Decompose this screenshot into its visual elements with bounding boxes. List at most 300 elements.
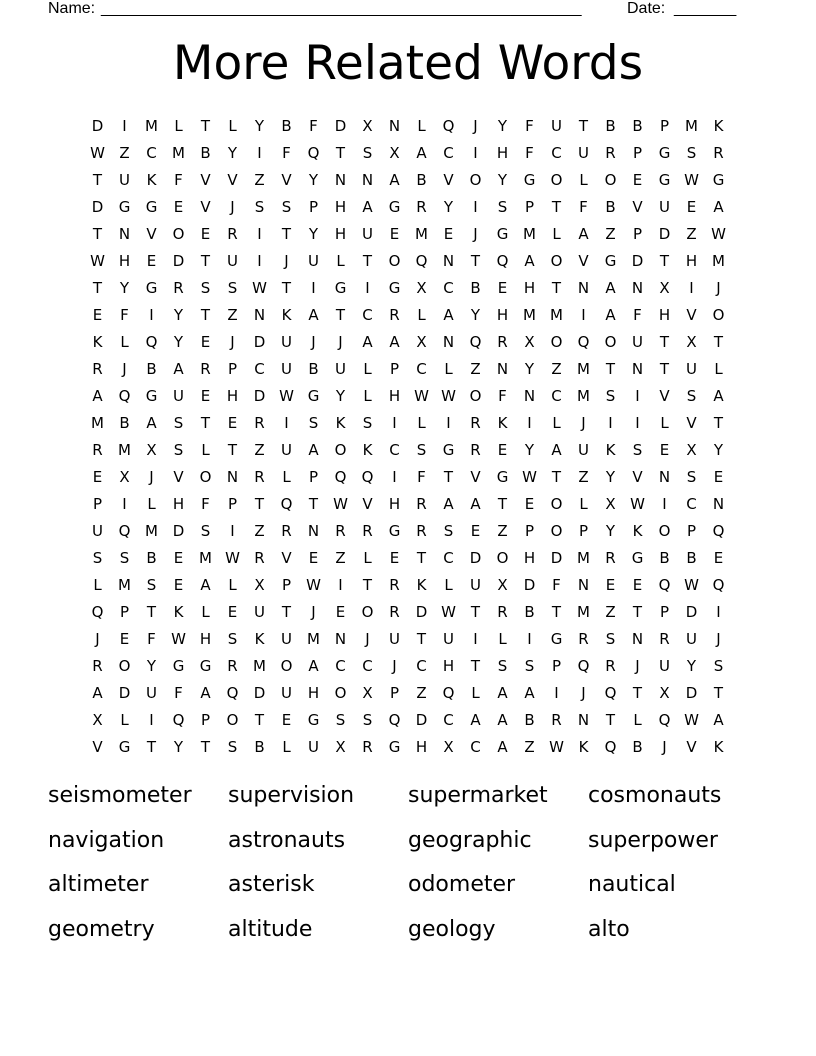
grid-letter: J [392,657,397,675]
grid-letter: D [172,252,185,270]
grid-letter: J [230,198,235,216]
grid-letter: L [93,576,102,594]
grid-letter: T [632,684,643,702]
grid-letter: R [551,711,562,729]
grid-letter: I [554,684,559,702]
grid-letter: J [581,684,586,702]
grid-letter: G [658,144,671,162]
grid-letter: M [307,630,320,648]
grid-letter: C [443,144,454,162]
grid-letter: Y [173,333,184,351]
grid-letter: A [362,333,373,351]
grid-letter: T [92,279,103,297]
grid-letter: E [92,306,103,324]
grid-letter: Z [335,549,346,567]
grid-letter: C [686,495,697,513]
grid-letter: L [363,387,372,405]
grid-letter: P [200,711,211,729]
grid-letter: N [118,225,131,243]
grid-row [84,464,732,491]
grid-letter: T [443,468,454,486]
grid-letter: Q [442,684,455,702]
grid-letter: K [281,306,292,324]
grid-letter: S [416,441,427,459]
grid-letter: X [119,468,130,486]
grid-letter: O [604,333,617,351]
grid-letter: B [605,198,616,216]
word-list-item: altimeter [48,872,149,897]
grid-letter: E [713,468,724,486]
grid-letter: T [200,414,211,432]
grid-letter: H [496,306,509,324]
grid-row [84,437,732,464]
grid-letter: A [551,441,562,459]
grid-letter: F [201,495,210,513]
grid-letter: X [686,333,697,351]
grid-letter: Y [713,441,724,459]
grid-letter: Y [254,117,265,135]
grid-letter: L [579,495,588,513]
grid-letter: X [686,441,697,459]
grid-letter: B [119,414,130,432]
word-list-item: seismometer [48,783,192,808]
grid-letter: E [281,711,292,729]
grid-letter: R [416,522,427,540]
grid-letter: Z [524,738,535,756]
grid-letter: N [496,360,509,378]
grid-letter: G [388,279,401,297]
grid-letter: S [362,144,373,162]
grid-letter: V [686,306,697,324]
grid-row [84,248,732,275]
grid-letter: L [282,738,291,756]
grid-letter: R [335,522,346,540]
grid-letter: P [227,360,238,378]
grid-letter: U [335,360,346,378]
grid-letter: I [662,495,667,513]
grid-letter: N [577,279,590,297]
grid-letter: V [686,738,697,756]
grid-letter: K [254,630,265,648]
grid-letter: G [307,711,320,729]
grid-letter: R [470,414,481,432]
grid-row [84,302,732,329]
grid-letter: I [527,630,532,648]
grid-letter: I [527,414,532,432]
grid-letter: I [446,414,451,432]
grid-letter: I [257,252,262,270]
grid-letter: K [92,333,103,351]
grid-letter: S [254,198,265,216]
grid-letter: V [200,198,211,216]
grid-row [84,356,732,383]
grid-letter: N [334,171,347,189]
grid-letter: J [635,657,640,675]
grid-letter: P [659,117,670,135]
grid-letter: F [282,144,291,162]
grid-letter: A [713,711,724,729]
grid-letter: V [146,225,157,243]
grid-letter: Q [226,684,239,702]
grid-letter: S [308,414,319,432]
grid-letter: T [605,711,616,729]
grid-letter: U [119,171,130,189]
grid-row [84,599,732,626]
grid-letter: I [635,414,640,432]
grid-letter: O [226,711,239,729]
grid-letter: E [632,171,643,189]
grid-letter: E [227,603,238,621]
grid-letter: A [92,684,103,702]
grid-letter: T [713,333,724,351]
grid-letter: T [659,360,670,378]
grid-letter: N [361,171,374,189]
grid-letter: A [713,198,724,216]
grid-letter: R [659,630,670,648]
grid-letter: X [416,333,427,351]
grid-letter: O [658,522,671,540]
grid-letter: S [497,657,508,675]
grid-letter: A [92,387,103,405]
grid-letter: D [550,549,563,567]
grid-letter: W [549,738,564,756]
grid-letter: W [441,603,456,621]
grid-letter: G [388,198,401,216]
grid-letter: P [578,522,589,540]
grid-letter: I [473,144,478,162]
grid-letter: K [146,171,157,189]
grid-letter: H [523,279,536,297]
grid-letter: C [389,441,400,459]
grid-letter: F [417,468,426,486]
grid-letter: Z [119,144,130,162]
grid-letter: Q [712,576,725,594]
grid-letter: X [362,117,373,135]
grid-row [84,734,732,761]
word-list-item: astronauts [228,827,346,853]
grid-letter: N [307,522,320,540]
grid-letter: N [577,576,590,594]
grid-letter: S [605,630,616,648]
grid-letter: O [199,468,212,486]
grid-letter: A [497,684,508,702]
grid-letter: J [473,225,478,243]
grid-letter: U [281,630,292,648]
grid-letter: Z [254,171,265,189]
grid-letter: D [685,684,698,702]
grid-letter: L [498,630,507,648]
grid-letter: A [308,657,319,675]
grid-letter: T [227,441,238,459]
grid-letter: J [311,603,316,621]
grid-letter: P [524,522,535,540]
grid-row [84,518,732,545]
grid-letter: Q [496,252,509,270]
grid-letter: N [253,306,266,324]
grid-letter: A [578,225,589,243]
grid-letter: O [496,549,509,567]
grid-letter: Y [605,468,616,486]
grid-letter: L [147,495,156,513]
grid-letter: I [149,306,154,324]
grid-letter: J [149,468,154,486]
grid-letter: L [282,468,291,486]
grid-letter: H [334,198,347,216]
grid-letter: O [550,333,563,351]
grid-letter: D [523,576,536,594]
grid-letter: E [686,198,697,216]
grid-letter: T [281,603,292,621]
grid-letter: K [605,441,616,459]
grid-letter: U [389,630,400,648]
grid-letter: B [632,738,643,756]
grid-letter: W [225,549,240,567]
grid-letter: V [362,495,373,513]
grid-row [84,329,732,356]
grid-letter: K [173,603,184,621]
word-list-item: nautical [588,872,676,897]
grid-letter: H [415,738,428,756]
grid-letter: E [389,225,400,243]
word-list-item: geology [408,916,496,942]
grid-letter: A [173,360,184,378]
grid-letter: I [122,117,127,135]
grid-row [84,626,732,653]
grid-letter: V [470,468,481,486]
grid-letter: T [497,495,508,513]
grid-letter: T [335,144,346,162]
grid-letter: U [686,630,697,648]
grid-letter: I [635,387,640,405]
grid-letter: D [118,684,131,702]
grid-letter: U [308,252,319,270]
grid-letter: P [389,684,400,702]
grid-letter: E [173,198,184,216]
grid-letter: T [416,549,427,567]
grid-letter: E [92,468,103,486]
grid-letter: F [120,306,129,324]
grid-letter: L [228,576,237,594]
grid-letter: R [416,198,427,216]
grid-letter: O [712,306,725,324]
grid-letter: L [417,414,426,432]
grid-letter: L [363,360,372,378]
grid-letter: L [417,306,426,324]
grid-letter: N [388,117,401,135]
grid-row [84,680,732,707]
word-list-item: cosmonauts [588,783,722,808]
grid-letter: D [415,711,428,729]
grid-letter: Q [577,333,590,351]
grid-letter: R [92,441,103,459]
grid-letter: N [523,387,536,405]
grid-letter: H [523,549,536,567]
grid-letter: L [660,414,669,432]
grid-letter: T [200,117,211,135]
grid-letter: V [281,171,292,189]
grid-letter: G [145,387,158,405]
grid-letter: P [632,225,643,243]
grid-letter: J [473,117,478,135]
grid-row [84,194,732,221]
grid-letter: H [118,252,131,270]
grid-letter: Z [416,684,427,702]
grid-letter: G [172,657,185,675]
grid-letter: A [497,711,508,729]
grid-letter: O [550,252,563,270]
grid-letter: G [307,387,320,405]
grid-letter: I [311,279,316,297]
grid-row [84,140,732,167]
grid-letter: G [118,198,131,216]
grid-letter: K [713,117,724,135]
grid-letter: L [201,603,210,621]
grid-letter: K [416,576,427,594]
grid-letter: G [442,441,455,459]
grid-letter: B [605,117,616,135]
grid-letter: J [365,630,370,648]
grid-letter: P [389,360,400,378]
grid-letter: X [146,441,157,459]
grid-letter: T [92,171,103,189]
date-field: _______ [674,0,737,17]
grid-letter: T [470,657,481,675]
grid-letter: U [470,576,481,594]
grid-letter: P [524,198,535,216]
grid-letter: H [199,630,212,648]
grid-letter: A [524,252,535,270]
grid-letter: R [578,630,589,648]
grid-letter: J [581,414,586,432]
grid-letter: L [363,549,372,567]
grid-letter: S [200,279,211,297]
grid-row [84,410,732,437]
grid-letter: B [200,144,211,162]
grid-letter: T [632,603,643,621]
grid-letter: D [469,549,482,567]
grid-letter: Y [497,117,508,135]
grid-letter: U [254,603,265,621]
grid-letter: D [685,603,698,621]
grid-letter: H [685,252,698,270]
grid-letter: F [174,171,183,189]
grid-letter: N [334,630,347,648]
grid-letter: Q [658,576,671,594]
grid-letter: I [338,576,343,594]
grid-letter: T [470,603,481,621]
grid-letter: Z [497,522,508,540]
grid-letter: V [632,198,643,216]
grid-letter: G [496,468,509,486]
grid-letter: W [333,495,348,513]
grid-letter: F [633,306,642,324]
grid-letter: R [92,360,103,378]
grid-letter: C [416,360,427,378]
grid-letter: G [496,225,509,243]
grid-letter: F [147,630,156,648]
grid-letter: J [95,630,100,648]
grid-letter: G [550,630,563,648]
grid-letter: E [119,630,130,648]
grid-letter: R [92,657,103,675]
grid-letter: S [119,549,130,567]
grid-letter: A [146,414,157,432]
grid-letter: D [253,387,266,405]
grid-letter: S [443,522,454,540]
grid-letter: X [416,279,427,297]
grid-letter: I [689,279,694,297]
grid-letter: S [173,414,184,432]
date-label: Date: [627,0,666,17]
grid-letter: S [227,279,238,297]
grid-letter: I [257,225,262,243]
grid-letter: R [254,414,265,432]
grid-letter: J [311,333,316,351]
grid-letter: U [659,657,670,675]
grid-letter: L [201,441,210,459]
grid-letter: W [684,576,699,594]
grid-letter: U [308,738,319,756]
grid-letter: Q [388,711,401,729]
grid-letter: W [414,387,429,405]
grid-letter: E [470,522,481,540]
grid-letter: Q [334,468,347,486]
grid-letter: K [578,738,589,756]
grid-letter: C [146,144,157,162]
grid-letter: O [469,171,482,189]
grid-letter: T [551,468,562,486]
grid-letter: X [389,144,400,162]
grid-letter: M [118,441,131,459]
grid-letter: V [686,414,697,432]
grid-letter: O [172,225,185,243]
grid-letter: V [443,171,454,189]
grid-letter: U [281,333,292,351]
grid-letter: N [658,468,671,486]
grid-letter: Y [335,387,346,405]
grid-letter: L [228,117,237,135]
grid-letter: B [470,279,481,297]
grid-letter: E [200,225,211,243]
word-list-item: superpower [588,827,718,853]
letter-grid [84,113,732,761]
grid-letter: E [524,495,535,513]
grid-letter: M [523,306,536,324]
grid-letter: U [578,144,589,162]
grid-letter: B [632,117,643,135]
grid-letter: S [200,522,211,540]
grid-letter: X [524,333,535,351]
grid-letter: P [281,576,292,594]
grid-letter: T [470,252,481,270]
grid-letter: G [388,522,401,540]
grid-letter: P [308,198,319,216]
grid-letter: S [632,441,643,459]
grid-letter: O [604,171,617,189]
grid-letter: S [335,711,346,729]
grid-letter: R [497,603,508,621]
grid-row [84,653,732,680]
grid-letter: W [684,711,699,729]
grid-letter: C [335,657,346,675]
grid-letter: Y [308,225,319,243]
grid-letter: I [392,414,397,432]
grid-letter: L [552,225,561,243]
grid-letter: T [578,117,589,135]
word-list-item: navigation [48,827,165,853]
grid-letter: T [254,495,265,513]
grid-letter: A [497,738,508,756]
